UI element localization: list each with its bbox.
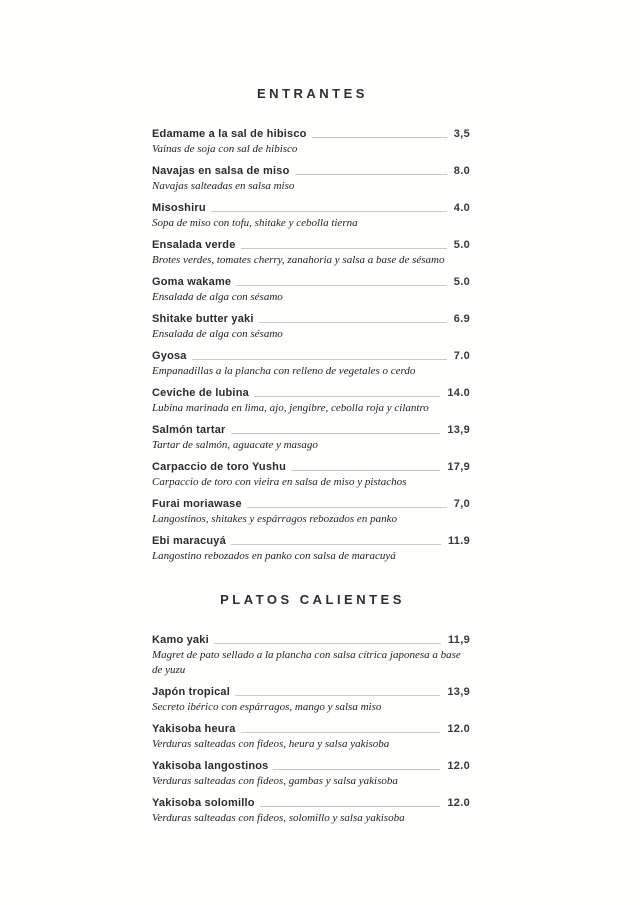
item-description: Empanadillas a la plancha con relleno de vegetales o cerdo bbox=[152, 365, 416, 377]
item-description: Brotes verdes, tomates cherry, zanahoria y salsa a base de sésamo bbox=[152, 254, 445, 266]
leader-line bbox=[259, 322, 447, 323]
item-name: Yakisoba langostinos bbox=[152, 760, 269, 772]
menu-item bbox=[152, 275, 470, 305]
item-description: Langostino rebozados en panko con salsa de maracuyá bbox=[152, 550, 396, 562]
section-title: PLATOS CALIENTES bbox=[220, 592, 405, 607]
item-description: Magret de pato sellado a la plancha con salsa cítrica japonesa a base de yuzu bbox=[152, 649, 461, 676]
menu-item bbox=[152, 633, 470, 678]
item-row bbox=[152, 349, 470, 363]
item-row bbox=[152, 685, 470, 699]
item-name: Salmón tartar bbox=[152, 424, 226, 436]
item-row bbox=[152, 796, 470, 810]
item-description: Navajas salteadas en salsa miso bbox=[152, 180, 295, 192]
leader-line bbox=[247, 507, 447, 508]
item-row bbox=[152, 127, 470, 141]
menu-item bbox=[152, 201, 470, 231]
item-name: Edamame a la sal de hibisco bbox=[152, 128, 307, 140]
item-name: Ensalada verde bbox=[152, 239, 236, 251]
item-name: Furai moriawase bbox=[152, 498, 242, 510]
item-price: 3,5 bbox=[453, 128, 470, 140]
item-name: Yakisoba heura bbox=[152, 723, 236, 735]
menu-item bbox=[152, 164, 470, 194]
leader-line bbox=[231, 544, 441, 545]
leader-line bbox=[312, 137, 447, 138]
menu-item bbox=[152, 796, 470, 826]
item-row bbox=[152, 722, 470, 736]
menu-item bbox=[152, 759, 470, 789]
item-name: Kamo yaki bbox=[152, 634, 209, 646]
leader-line bbox=[235, 695, 440, 696]
item-price: 7,0 bbox=[453, 498, 470, 510]
menu-item bbox=[152, 386, 470, 416]
item-price: 11.9 bbox=[447, 535, 470, 547]
item-name: Japón tropical bbox=[152, 686, 230, 698]
leader-line bbox=[260, 806, 441, 807]
item-description: Verduras salteadas con fideos, heura y salsa yakisoba bbox=[152, 738, 390, 750]
item-price: 8.0 bbox=[453, 165, 470, 177]
menu-item bbox=[152, 238, 470, 268]
item-row bbox=[152, 164, 470, 178]
menu-item bbox=[152, 497, 470, 527]
item-description: Ensalada de alga con sésamo bbox=[152, 291, 283, 303]
item-row bbox=[152, 460, 470, 474]
item-name: Gyosa bbox=[152, 350, 187, 362]
item-name: Ebi maracuyá bbox=[152, 535, 226, 547]
item-name: Misoshiru bbox=[152, 202, 206, 214]
item-price: 13,9 bbox=[447, 424, 470, 436]
item-description: Ensalada de alga con sésamo bbox=[152, 328, 283, 340]
item-row bbox=[152, 386, 470, 400]
item-description: Tartar de salmón, aguacate y masago bbox=[152, 439, 318, 451]
item-price: 14.0 bbox=[447, 387, 470, 399]
item-description: Sopa de miso con tofu, shitake y cebolla tierna bbox=[152, 217, 358, 229]
item-price: 17,9 bbox=[447, 461, 470, 473]
item-description: Verduras salteadas con fideos, gambas y salsa yakisoba bbox=[152, 775, 398, 787]
item-description: Vainas de soja con sal de hibisco bbox=[152, 143, 298, 155]
section-items bbox=[152, 127, 470, 564]
item-price: 5.0 bbox=[453, 276, 470, 288]
menu-item bbox=[152, 685, 470, 715]
item-name: Ceviche de lubina bbox=[152, 387, 249, 399]
section-items bbox=[152, 633, 470, 826]
menu-item bbox=[152, 460, 470, 490]
item-price: 13,9 bbox=[447, 686, 470, 698]
item-description: Verduras salteadas con fideos, solomillo y salsa yakisoba bbox=[152, 812, 405, 824]
item-price: 6.9 bbox=[453, 313, 470, 325]
menu-item bbox=[152, 312, 470, 342]
item-price: 12.0 bbox=[447, 760, 470, 772]
leader-line bbox=[241, 248, 447, 249]
leader-line bbox=[211, 211, 447, 212]
item-description: Langostinos, shitakes y espárragos rebozados en panko bbox=[152, 513, 397, 525]
item-row bbox=[152, 423, 470, 437]
menu-section bbox=[152, 592, 470, 826]
item-name: Carpaccio de toro Yushu bbox=[152, 461, 286, 473]
menu-item bbox=[152, 349, 470, 379]
item-row bbox=[152, 312, 470, 326]
item-row bbox=[152, 275, 470, 289]
menu-section bbox=[152, 86, 470, 564]
item-row bbox=[152, 534, 470, 548]
menu-item bbox=[152, 722, 470, 752]
item-price: 5.0 bbox=[453, 239, 470, 251]
item-row bbox=[152, 201, 470, 215]
item-price: 7.0 bbox=[453, 350, 470, 362]
leader-line bbox=[273, 769, 440, 770]
menu-content bbox=[152, 86, 470, 826]
menu-item bbox=[152, 534, 470, 564]
item-name: Shitake butter yaki bbox=[152, 313, 254, 325]
item-name: Goma wakame bbox=[152, 276, 232, 288]
leader-line bbox=[254, 396, 440, 397]
item-row bbox=[152, 238, 470, 252]
item-row bbox=[152, 497, 470, 511]
item-description: Carpaccio de toro con vieira en salsa de miso y pistachos bbox=[152, 476, 407, 488]
leader-line bbox=[214, 643, 441, 644]
item-row bbox=[152, 633, 470, 647]
menu-item bbox=[152, 423, 470, 453]
item-price: 12.0 bbox=[447, 797, 470, 809]
leader-line bbox=[295, 174, 447, 175]
item-description: Lubina marinada en lima, ajo, jengibre, cebolla roja y cilantro bbox=[152, 402, 429, 414]
item-price: 12.0 bbox=[447, 723, 470, 735]
section-title: ENTRANTES bbox=[257, 86, 368, 101]
item-description: Secreto ibérico con espárragos, mango y salsa miso bbox=[152, 701, 382, 713]
item-name: Yakisoba solomillo bbox=[152, 797, 255, 809]
leader-line bbox=[241, 732, 441, 733]
item-row bbox=[152, 759, 470, 773]
item-price: 4.0 bbox=[453, 202, 470, 214]
leader-line bbox=[192, 359, 447, 360]
item-name: Navajas en salsa de miso bbox=[152, 165, 290, 177]
leader-line bbox=[291, 470, 440, 471]
item-price: 11,9 bbox=[447, 634, 470, 646]
menu-item bbox=[152, 127, 470, 157]
leader-line bbox=[236, 285, 447, 286]
leader-line bbox=[231, 433, 441, 434]
